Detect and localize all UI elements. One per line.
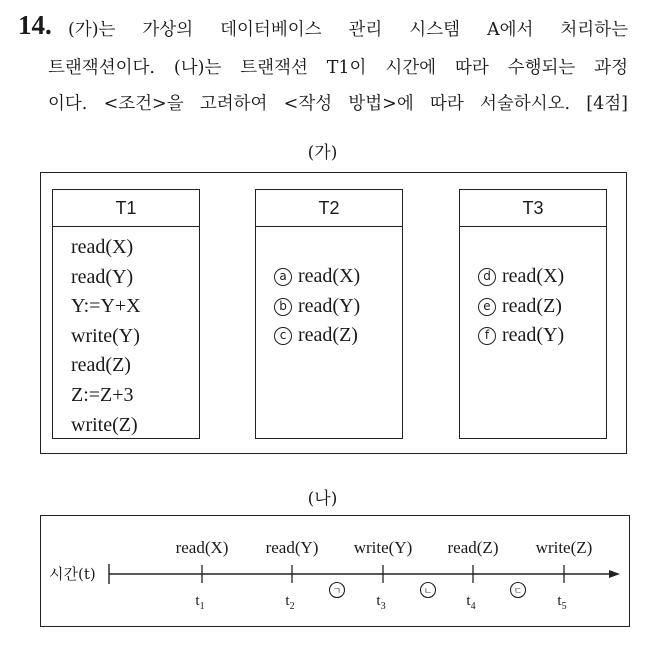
transaction-t2-header: T2 [256,190,402,227]
transaction-t1-ops [53,227,199,440]
tick-label: $t_4$ [466,593,476,612]
tick-label: $t_5$ [557,593,567,612]
circled-marker: c [274,327,292,345]
event-op: read(Y) [265,538,319,557]
transactions-box [40,172,627,454]
t1-op: Z:=Z+3 [71,383,134,406]
transaction-t3-ops [460,227,606,351]
question-text-line-1: (가)는 가상의 데이터베이스 관리 시스템 A에서 처리하는 [68,20,628,40]
circled-marker: d [478,268,496,286]
t2-op-text: read(Y) [298,294,361,317]
circled-marker: a [274,268,292,286]
transaction-t1 [52,189,200,439]
caption-na: (나) [307,489,338,509]
transaction-t1-header: T1 [53,190,199,227]
timeline-diagram [41,516,629,626]
t3-op-e [478,292,606,322]
circled-marker: f [478,327,496,345]
event-op: read(X) [175,538,229,557]
transaction-t3 [459,189,607,439]
event-op: write(Y) [353,538,413,557]
question-number: 14. [18,10,52,40]
tick-label: $t_2$ [285,593,295,612]
event-op: write(Z) [535,538,593,557]
event-op: read(Z) [447,538,499,557]
t1-op: read(Y) [71,265,134,288]
gap-marker: ㄴ [423,587,433,597]
gap-marker: ㄷ [513,587,523,597]
timeline-box [40,515,630,627]
transaction-t2-ops [256,227,402,351]
t3-op-text: read(X) [502,265,565,287]
t3-op-f [478,321,606,351]
t2-op-text: read(X) [298,265,361,287]
circled-marker: b [274,298,292,316]
axis-arrow-icon [609,570,620,578]
caption-ga: (가) [307,143,338,163]
t1-op: write(Y) [71,324,140,347]
circled-marker: e [478,298,496,316]
t2-op-a [274,262,402,292]
question-text-line-2: 트랜잭션이다. (나)는 트랜잭션 T1이 시간에 따라 수행되는 과정 [48,58,628,78]
t1-op: write(Z) [71,413,138,436]
tick-label: $t_3$ [376,593,386,612]
tick-label: $t_1$ [195,593,205,612]
t3-op-text: read(Z) [502,294,562,317]
t3-op-d [478,262,606,292]
t2-op-c [274,321,402,351]
t1-op: read(Z) [71,354,131,377]
t1-op: Y:=Y+X [71,295,141,318]
t1-op: read(X) [71,236,134,258]
t2-op-text: read(Z) [298,324,358,347]
transaction-t2 [255,189,403,439]
question-text-line-3: 이다. <조건>을 고려하여 <작성 방법>에 따라 서술하시오. [4점] [48,94,628,114]
t2-op-b [274,292,402,322]
gap-marker: ㄱ [332,587,342,597]
axis-label: 시간(t) [49,565,96,583]
transaction-t3-header: T3 [460,190,606,227]
t3-op-text: read(Y) [502,324,565,347]
